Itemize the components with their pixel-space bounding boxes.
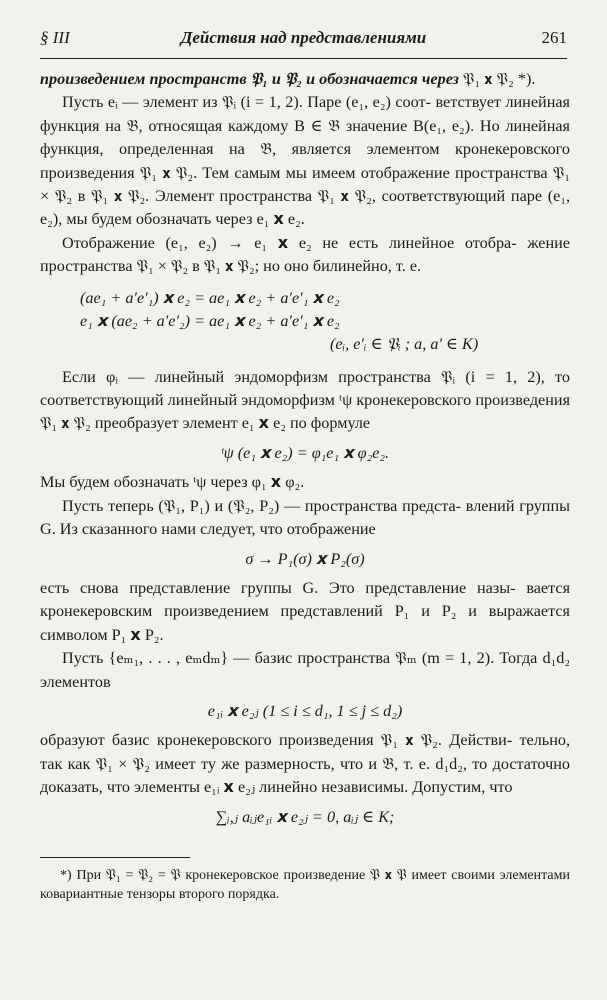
paragraph xyxy=(40,91,570,231)
text-line: 𝔓₁ 𝘅 𝔓₂ *). xyxy=(463,70,536,88)
page-body xyxy=(40,68,570,835)
header-rule xyxy=(40,58,567,59)
text-line: d₁d₂, то достаточно доказать, что элементы e₁ᵢ 𝘅 e₂ⱼ линейно xyxy=(40,754,571,797)
text-line: и выражается символом P₁ 𝘅 P₂. xyxy=(40,602,570,644)
equation: ∑ᵢ,ⱼ aᵢⱼe₁ᵢ 𝘅 e₂ⱼ = 0, aᵢⱼ ∈ K; xyxy=(215,807,395,826)
equation: e₁ᵢ 𝘅 e₂ⱼ (1 ≤ i ≤ d₁, 1 ≤ j ≤ d₂) xyxy=(207,701,403,720)
bilinearity-equations xyxy=(80,287,570,356)
running-title: Действия над представлениями xyxy=(180,28,427,47)
text-line: независимы. Допустим, что xyxy=(321,778,513,797)
paragraph xyxy=(40,495,570,542)
text-line: Пусть теперь (𝔓₁, P₁) и (𝔓₂, P₂) — пространства предста- xyxy=(62,496,462,515)
paragraph xyxy=(40,68,570,91)
text-line: является элементом кронекеровского произведения 𝔓₁ 𝘅 𝔓₂. Тем xyxy=(40,140,570,182)
equation-line: (ae₁ + a′e′₁) 𝘅 e₂ = ae₁ 𝘅 e₂ + a′e′₁ 𝘅 e₂ xyxy=(80,288,340,307)
text-line: самым мы имеем отображение пространства 𝔓₁ × 𝔓₂ в 𝔓₁ 𝘅 𝔓₂. xyxy=(40,163,571,206)
paragraph xyxy=(40,366,570,436)
text-line: жение пространства 𝔓₁ × 𝔓₂ в 𝔓₁ 𝘅 𝔓₂; но оно билинейно, т. е. xyxy=(40,233,570,276)
page-number: 261 xyxy=(541,28,567,47)
text-line: произведения 𝔓₁ 𝘅 𝔓₂ преобразует элемент e₁ 𝘅 e₂ по формуле xyxy=(40,391,571,433)
paragraph xyxy=(40,577,570,647)
text-line: влений группы G. Из сказанного нами следует, что отображение xyxy=(40,496,571,539)
equation-line: e₁ 𝘅 (ae₂ + a′e′₂) = ae₁ 𝘅 e₂ + a′e′₁ 𝘅 e₂ xyxy=(80,311,340,330)
text-line: Пусть eᵢ — элемент из 𝔓ᵢ (i = 1, 2). Паре (e₁, e₂) соот- xyxy=(62,93,431,112)
text-line: Тогда d₁d₂ элементов xyxy=(40,649,571,691)
paragraph xyxy=(40,471,570,494)
footnote-rule xyxy=(40,857,190,858)
text-line: тельно, так как 𝔓₁ × 𝔓₂ имеет ту же размерность, что и 𝔅, т. е. xyxy=(40,731,570,773)
text-line: Пусть {eₘ₁, . . . , eₘdₘ} — базис пространства 𝔓ₘ (m = 1, 2). xyxy=(62,649,495,668)
text-line: Отображение (e₁, e₂) → e₁ 𝘅 e₂ не есть линейное отобра- xyxy=(62,233,517,252)
text-line: Если φᵢ — линейный эндоморфизм пространства 𝔓ᵢ (i = 1, 2), xyxy=(62,367,545,386)
equation: σ → P₁(σ) 𝘅 P₂(σ) xyxy=(245,549,365,568)
text-line: ветствует линейная функция на 𝔅, относящая каждому B ∈ 𝔅 xyxy=(40,93,570,135)
paragraph xyxy=(40,729,570,799)
text-line: вается кронекеровским произведением представлений P₁ и P₂ xyxy=(40,578,571,621)
text-line: Мы будем обозначать ᵗψ через φ₁ 𝘅 φ₂. xyxy=(40,473,305,492)
paragraph xyxy=(40,647,570,694)
text-line: произведением пространств 𝔓₁ и 𝔓₂ и обозначается через xyxy=(40,70,459,88)
text-line: значение B(e₁, e₂). Но линейная функция, определенная на 𝔅, xyxy=(40,116,570,159)
text-line: мы будем обозначать через e₁ 𝘅 e₂. xyxy=(66,210,305,229)
text-line: есть снова представление группы G. Это представление назы- xyxy=(40,578,516,597)
equation: ᵗψ (e₁ 𝘅 e₂) = φ₁e₁ 𝘅 φ₂e₂. xyxy=(220,443,390,462)
text-line: образуют базис кронекеровского произведения 𝔓₁ 𝘅 𝔓₂. Действи- xyxy=(40,731,513,750)
text-line: Элемент пространства 𝔓₁ 𝘅 𝔓₂, соответствующий паре (e₁, e₂), xyxy=(40,187,571,229)
equation-condition: (eᵢ, e′ᵢ ∈ 𝔓ᵢ ; a, a′ ∈ K) xyxy=(330,334,479,353)
paragraph xyxy=(40,232,570,279)
running-header xyxy=(40,28,567,52)
text-line: то соответствующий линейный эндоморфизм ᵗψ кронекеровского xyxy=(40,367,570,410)
section-number: § III xyxy=(40,28,70,47)
footnote: *) При 𝔓₁ = 𝔓₂ = 𝔓 кронекеровское произведение 𝔓 𝘅 𝔓 имеет своими элементами ковариантные тензоры второго порядка. xyxy=(40,868,570,902)
